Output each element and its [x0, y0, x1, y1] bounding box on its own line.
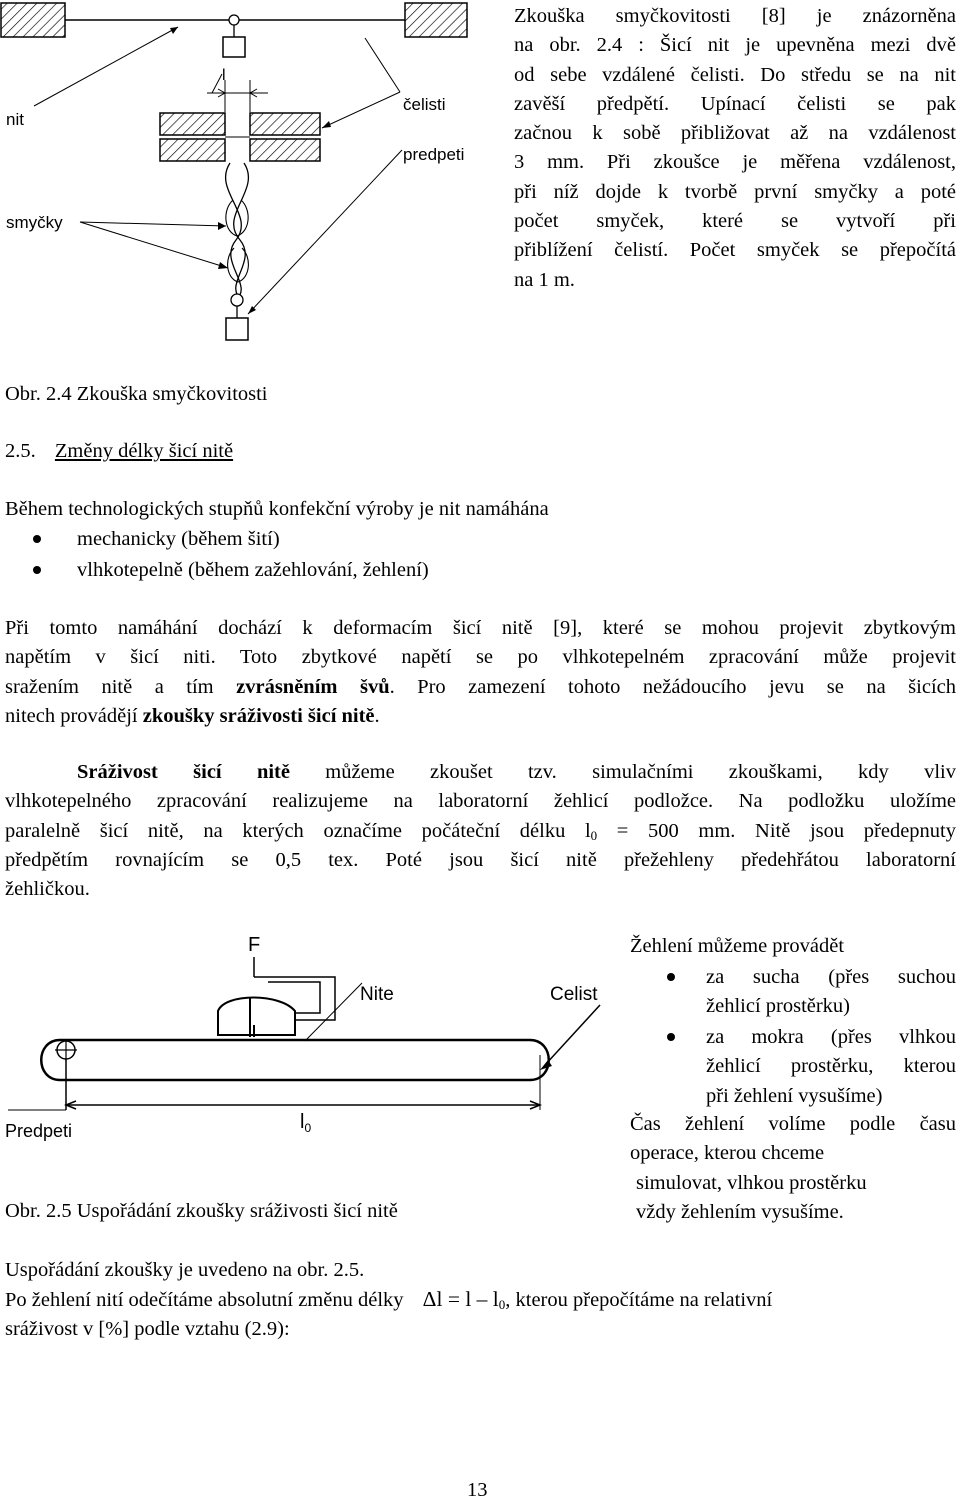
- text-line: žehličkou.: [5, 878, 90, 901]
- bullet-dot: [667, 973, 675, 981]
- intro-text: Během technologických stupňů konfekční výroby je nit namáhána: [5, 498, 549, 520]
- figure1-caption: Obr. 2.4 Zkouška smyčkovitosti: [5, 383, 268, 405]
- text-line: paralelně šicí nitě, na kterých označíme počáteční délku $l_0 = 500$ mm. Nitě jsou předepnuty: [5, 819, 957, 843]
- bold-text: zkoušky sráživosti šicí nitě: [142, 704, 375, 727]
- figure-shrinkage-test-diagram: [0, 925, 615, 1155]
- label-predpeti: Predpeti: [5, 1121, 73, 1141]
- ironing-item-wet: [706, 1023, 956, 1111]
- page-number: 13: [467, 1479, 488, 1501]
- top-weight: [223, 37, 245, 57]
- bottom-line-1: Uspořádání zkoušky je uvedeno na obr. 2.5.: [5, 1259, 365, 1281]
- formula: $\Delta l = l - l_0$: [422, 1287, 506, 1312]
- text-line: Při tomto namáhání dochází k deformacím šicí nitě [9], které se mohou projevit zbytkovým: [5, 617, 956, 639]
- text-line: předpětím rovnajícím se 0,5 tex. Poté jsou šicí nitě přežehleny předehřátou laboratorní: [5, 848, 956, 871]
- ironing-after-text: [630, 1110, 956, 1227]
- bottom-line-3: sráživost v [%] podle vztahu (2.9):: [5, 1318, 290, 1340]
- text-line: při níž dojde k tvorbě první smyčky a poté: [514, 180, 956, 203]
- figure1-description: [514, 2, 956, 295]
- bullet-dot: [667, 1033, 675, 1041]
- text-line: Zkouška smyčkovitosti [8] je znázorněna: [514, 5, 956, 27]
- text-line: za sucha (přes suchou: [706, 966, 956, 988]
- paragraph-1: [5, 614, 956, 731]
- bullet-item: vlhkotepelně (během zažehlování, žehlení): [77, 559, 429, 581]
- text-line: napětím v šicí niti. Toto zbytkové napětí se po vlhkotepelném zpracování může projevit: [5, 646, 956, 669]
- left-top-clamp: [1, 3, 65, 37]
- middle-left-clamp-bottom: [160, 139, 225, 161]
- text-line: 3 mm. Při zkoušce je měřena vzdálenost,: [514, 151, 956, 174]
- text-line: zavěší předpětí. Upínací čelisti se pak: [514, 92, 956, 115]
- text-line: na obr. 2.4 : Šicí nit je upevněna mezi dvě: [514, 34, 956, 57]
- label-l: l: [222, 67, 226, 84]
- right-top-clamp: [405, 3, 467, 37]
- middle-right-clamp-top: [250, 113, 320, 135]
- text-line: Sráživost šicí nitě můžeme zkoušet tzv. simulačními zkouškami, kdy vliv: [77, 761, 956, 783]
- bottom-weight: [226, 318, 248, 340]
- bullet-dot: [33, 566, 41, 574]
- text-line: vždy žehlením vysušíme.: [636, 1200, 844, 1223]
- bold-text: zvrásněním švů: [236, 675, 390, 698]
- label-F: F: [248, 934, 261, 956]
- figure2-caption: Obr. 2.5 Uspořádání zkoušky sráživosti šicí nitě: [5, 1200, 398, 1222]
- text-line: Čas žehlení volíme podle času: [630, 1113, 956, 1135]
- text-line: začnou k sobě přibližovat až na vzdálenost: [514, 122, 956, 145]
- bold-text: Sráživost šicí nitě: [77, 761, 290, 783]
- figure-loop-test-diagram: [0, 0, 500, 350]
- label-nit: nit: [6, 110, 24, 129]
- label-smycky: smyčky: [6, 213, 63, 232]
- section-title: Změny délky šicí nitě: [54, 440, 234, 462]
- ironing-item-dry: [706, 963, 956, 1022]
- label-nite: Nite: [360, 984, 394, 1005]
- text-line: počet smyček, které se vytvoří při: [514, 210, 956, 233]
- section-number: 2.5.: [5, 440, 36, 462]
- text-line: operace, kterou chceme: [630, 1142, 825, 1165]
- text-line: žehlicí prostěrku): [706, 995, 851, 1018]
- middle-right-clamp-bottom: [250, 139, 320, 161]
- label-celisti: čelisti: [403, 95, 446, 114]
- middle-left-clamp-top: [160, 113, 225, 135]
- label-l0: $l_0$: [300, 1111, 312, 1135]
- label-celist: Celist: [550, 984, 598, 1005]
- text-line: za mokra (přes vlhkou: [706, 1026, 956, 1048]
- text-line: na 1 m.: [514, 268, 575, 291]
- text-line: od sebe vzdálené čelisti. Do středu se na nit: [514, 63, 956, 86]
- paragraph-2: [5, 758, 956, 904]
- ironing-heading: Žehlení můžeme provádět: [630, 935, 845, 957]
- label-predpeti: predpeti: [403, 145, 465, 164]
- text-line: přiblížení čelistí. Počet smyček se přepočítá: [514, 239, 956, 262]
- section-heading: [5, 437, 233, 466]
- text-line: vlhkotepelného zpracování realizujeme na laboratorní žehlicí podložce. Na podložku uložíme: [5, 790, 956, 813]
- bottom-line-2: Po žehlení nití odečítáme absolutní změnu délky $\Delta l = l - l_0$, kterou přepočítáme na relativní: [5, 1287, 773, 1312]
- text-line: sražením nitě a tím zvrásněním švů. Pro zamezení tohoto nežádoucího jevu se na šicích: [5, 675, 956, 698]
- text-line: simulovat, vlhkou prostěrku: [636, 1171, 867, 1194]
- bullet-dot: [33, 535, 41, 543]
- text-line: žehlicí prostěrku, kterou: [706, 1055, 956, 1078]
- text-line: při žehlení vysušíme): [706, 1084, 883, 1107]
- bullet-item: mechanicky (během šití): [77, 528, 280, 550]
- text-line: nitech provádějí zkoušky sráživosti šicí nitě.: [5, 704, 380, 727]
